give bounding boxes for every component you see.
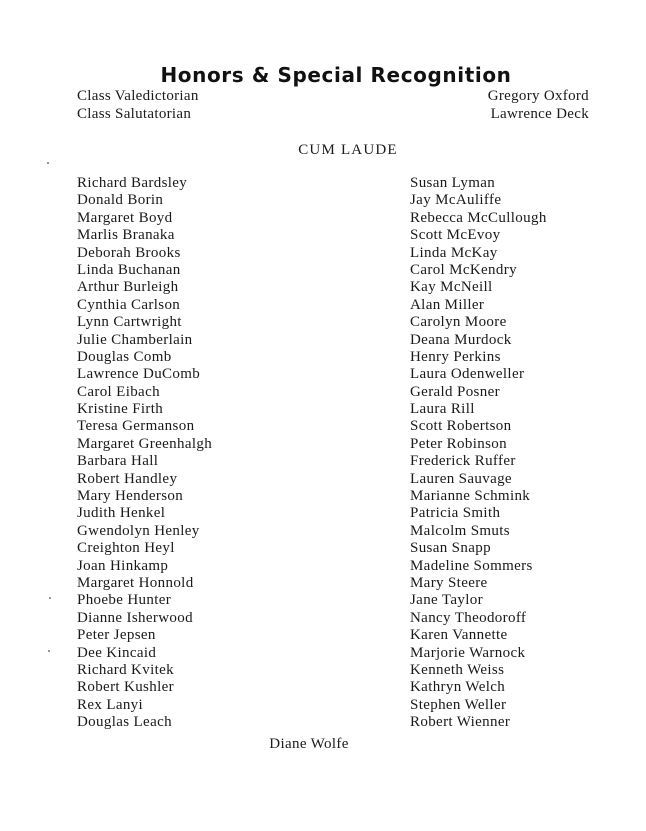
page-title: Honors & Special Recognition — [160, 63, 512, 87]
honoree-name: Marianne Schmink — [410, 488, 531, 505]
left-name-column — [77, 175, 212, 732]
honoree-name: Carol Eibach — [77, 383, 160, 400]
honoree-name: Madeline Sommers — [410, 557, 533, 574]
honoree-name: Joan Hinkamp — [77, 557, 169, 574]
honoree-name: Stephen Weller — [410, 696, 507, 713]
honoree-name: Jane Taylor — [410, 592, 483, 609]
honoree-name: Dee Kincaid — [77, 644, 157, 661]
honoree-name: Robert Wienner — [410, 714, 511, 731]
honoree-name: Dianne Isherwood — [77, 609, 193, 626]
honoree-name: Arthur Burleigh — [77, 279, 179, 296]
honoree-name: Donald Borin — [77, 192, 164, 209]
honoree-name: Patricia Smith — [410, 505, 501, 522]
right-name-column — [410, 175, 547, 732]
honoree-name: Robert Handley — [77, 470, 178, 487]
honoree-name: Margaret Boyd — [77, 209, 173, 226]
honoree-name: Douglas Comb — [77, 348, 172, 365]
honoree-name: Malcolm Smuts — [410, 522, 510, 539]
honoree-name: Alan Miller — [410, 296, 485, 313]
honoree-name: Julie Chamberlain — [77, 331, 193, 348]
honoree-name: Mary Steere — [410, 574, 488, 591]
honoree-name: Linda Buchanan — [77, 261, 181, 278]
honoree-name: Richard Bardsley — [77, 175, 188, 191]
award-label: Class Valedictorian — [77, 88, 199, 104]
honoree-name: Judith Henkel — [77, 505, 166, 522]
honoree-name: Lynn Cartwright — [77, 314, 182, 331]
final-name: Diane Wolfe — [269, 736, 349, 752]
honoree-name: Kenneth Weiss — [410, 661, 505, 678]
paper-speck — [47, 162, 49, 164]
honoree-name: Lawrence DuComb — [77, 366, 201, 383]
honoree-name: Nancy Theodoroff — [410, 609, 527, 626]
honoree-name: Jay McAuliffe — [410, 192, 502, 209]
honoree-name: Rex Lanyi — [77, 696, 144, 713]
honoree-name: Deana Murdock — [410, 331, 512, 348]
award-label: Class Salutatorian — [77, 106, 192, 122]
honoree-name: Kristine Firth — [77, 401, 164, 418]
honoree-name: Carolyn Moore — [410, 314, 507, 331]
honoree-name: Cynthia Carlson — [77, 296, 181, 313]
honoree-name: Barbara Hall — [77, 453, 159, 470]
honoree-name: Peter Robinson — [410, 435, 507, 452]
honoree-name: Carol McKendry — [410, 261, 517, 278]
honoree-name: Mary Henderson — [77, 488, 184, 505]
honoree-name: Phoebe Hunter — [77, 592, 172, 609]
honoree-name: Frederick Ruffer — [410, 453, 516, 470]
honoree-name: Teresa Germanson — [77, 418, 195, 435]
paper-speck — [48, 650, 50, 652]
honoree-name: Marjorie Warnock — [410, 644, 526, 661]
honoree-name: Scott Robertson — [410, 418, 512, 435]
honoree-name: Kay McNeill — [410, 279, 493, 296]
honoree-name: Laura Odenweller — [410, 366, 525, 383]
award-recipient: Gregory Oxford — [487, 88, 589, 104]
honoree-name: Creighton Heyl — [77, 540, 175, 557]
paper-speck — [49, 597, 51, 599]
salutatorian-row — [77, 106, 589, 124]
honoree-name: Deborah Brooks — [77, 244, 181, 261]
honoree-name: Susan Lyman — [410, 175, 496, 191]
honoree-name: Susan Snapp — [410, 540, 491, 557]
honoree-name: Laura Rill — [410, 401, 475, 418]
honoree-name: Margaret Honnold — [77, 574, 194, 591]
honoree-name: Douglas Leach — [77, 714, 172, 731]
award-recipient: Lawrence Deck — [490, 106, 589, 122]
honoree-name: Scott McEvoy — [410, 227, 501, 244]
honoree-name: Peter Jepsen — [77, 627, 156, 644]
honoree-name: Richard Kvitek — [77, 661, 174, 678]
valedictorian-row — [77, 88, 589, 106]
honoree-name: Lauren Sauvage — [410, 470, 512, 487]
honoree-name: Karen Vannette — [410, 627, 508, 644]
honoree-name: Robert Kushler — [77, 679, 174, 696]
honoree-name: Henry Perkins — [410, 348, 501, 365]
honoree-name: Kathryn Welch — [410, 679, 506, 696]
honoree-name: Linda McKay — [410, 244, 498, 261]
honoree-name: Margaret Greenhalgh — [77, 435, 213, 452]
honoree-name: Rebecca McCullough — [410, 209, 547, 226]
honoree-name: Gerald Posner — [410, 383, 500, 400]
honoree-name: Marlis Branaka — [77, 227, 175, 244]
section-heading: CUM LAUDE — [298, 142, 398, 158]
honoree-name: Gwendolyn Henley — [77, 522, 200, 539]
